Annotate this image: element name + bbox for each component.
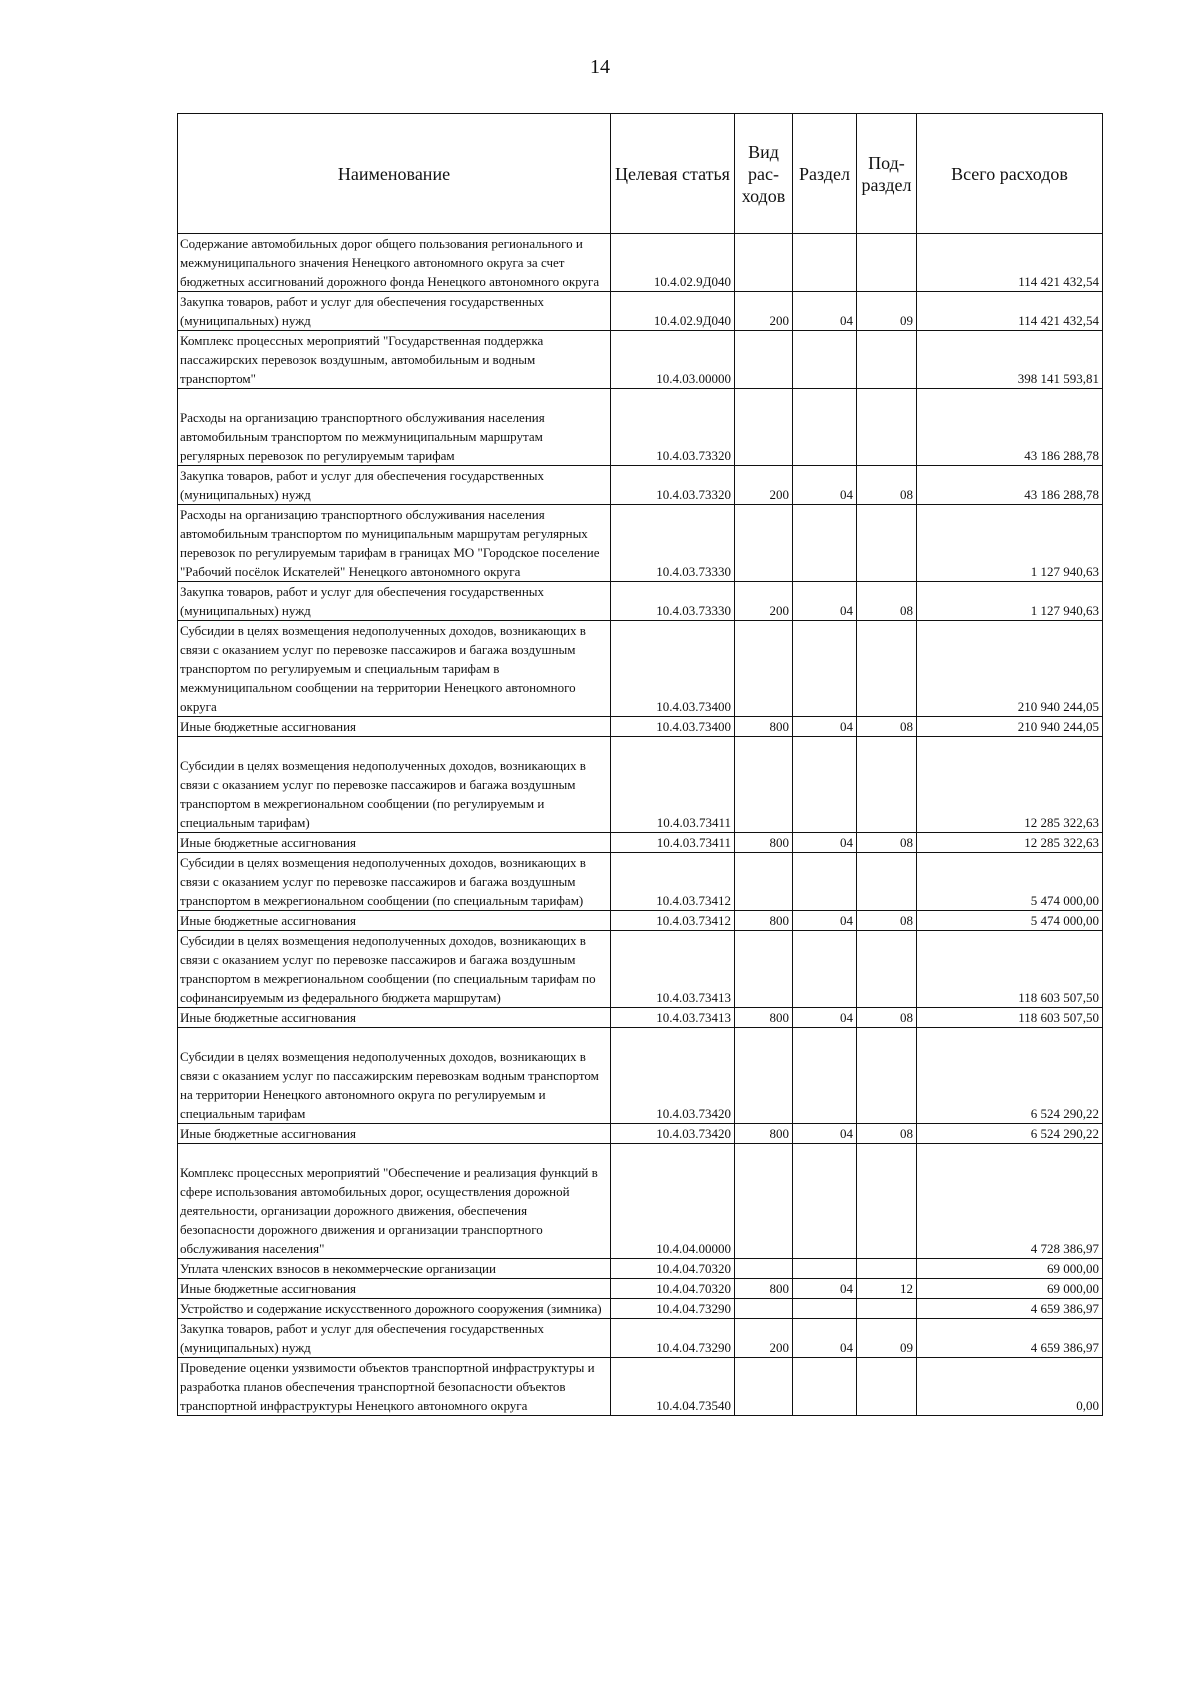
table-row bbox=[178, 1008, 1103, 1028]
table-row bbox=[178, 1259, 1103, 1279]
table-row bbox=[178, 1319, 1103, 1358]
row-expense-type-cell: 800 bbox=[735, 911, 793, 931]
row-expense-type-cell bbox=[735, 331, 793, 389]
row-total-cell: 0,00 bbox=[917, 1358, 1103, 1416]
row-subsection-cell bbox=[857, 737, 917, 833]
row-subsection-cell: 08 bbox=[857, 833, 917, 853]
row-target-article-cell: 10.4.03.73330 bbox=[611, 505, 735, 582]
row-expense-type-cell: 200 bbox=[735, 1319, 793, 1358]
row-expense-type-cell bbox=[735, 931, 793, 1008]
row-name-cell: Иные бюджетные ассигнования bbox=[178, 1124, 611, 1144]
table-row bbox=[178, 582, 1103, 621]
header-expense-type: Вид рас-ходов bbox=[735, 114, 793, 234]
row-subsection-cell bbox=[857, 1028, 917, 1124]
row-target-article-cell: 10.4.03.73412 bbox=[611, 911, 735, 931]
row-section-cell: 04 bbox=[793, 1319, 857, 1358]
row-section-cell bbox=[793, 931, 857, 1008]
row-subsection-cell bbox=[857, 331, 917, 389]
row-name-cell: Иные бюджетные ассигнования bbox=[178, 717, 611, 737]
row-name-cell: Закупка товаров, работ и услуг для обеспечения государственных (муниципальных) нужд bbox=[178, 292, 611, 331]
row-expense-type-cell: 800 bbox=[735, 1124, 793, 1144]
row-expense-type-cell bbox=[735, 1259, 793, 1279]
header-row bbox=[178, 114, 1103, 234]
row-total-cell: 43 186 288,78 bbox=[917, 466, 1103, 505]
row-name-cell: Иные бюджетные ассигнования bbox=[178, 911, 611, 931]
table-row bbox=[178, 505, 1103, 582]
row-section-cell bbox=[793, 853, 857, 911]
table-body bbox=[178, 234, 1103, 1416]
row-expense-type-cell: 200 bbox=[735, 582, 793, 621]
row-subsection-cell bbox=[857, 234, 917, 292]
row-expense-type-cell bbox=[735, 1144, 793, 1259]
row-target-article-cell: 10.4.03.73420 bbox=[611, 1124, 735, 1144]
row-target-article-cell: 10.4.03.73412 bbox=[611, 853, 735, 911]
row-subsection-cell bbox=[857, 389, 917, 466]
row-subsection-cell bbox=[857, 505, 917, 582]
row-name-cell: Иные бюджетные ассигнования bbox=[178, 1008, 611, 1028]
row-name-cell: Субсидии в целях возмещения недополученных доходов, возникающих в связи с оказанием услуг по перевозке пассажиров и багажа воздушным транспортом в межрегиональном сообщении (по специальным тарифам по софинансируемым из федерального бюджета маршрутам) bbox=[178, 931, 611, 1008]
row-total-cell: 4 659 386,97 bbox=[917, 1319, 1103, 1358]
table-row bbox=[178, 1144, 1103, 1259]
row-name-cell: Субсидии в целях возмещения недополученных доходов, возникающих в связи с оказанием услуг по перевозке пассажиров и багажа воздушным транспортом по регулируемым и специальным тарифам в межмуниципальном сообщении на территории Ненецкого автономного округа bbox=[178, 621, 611, 717]
row-total-cell: 1 127 940,63 bbox=[917, 505, 1103, 582]
row-section-cell bbox=[793, 234, 857, 292]
row-expense-type-cell: 800 bbox=[735, 1008, 793, 1028]
header-name: Наименование bbox=[178, 114, 611, 234]
row-subsection-cell bbox=[857, 621, 917, 717]
row-total-cell: 4 659 386,97 bbox=[917, 1299, 1103, 1319]
row-subsection-cell bbox=[857, 1358, 917, 1416]
row-subsection-cell bbox=[857, 853, 917, 911]
row-total-cell: 69 000,00 bbox=[917, 1279, 1103, 1299]
row-subsection-cell: 08 bbox=[857, 1008, 917, 1028]
header-section: Раздел bbox=[793, 114, 857, 234]
row-section-cell bbox=[793, 1144, 857, 1259]
row-section-cell: 04 bbox=[793, 717, 857, 737]
table-row bbox=[178, 331, 1103, 389]
row-section-cell: 04 bbox=[793, 1008, 857, 1028]
row-target-article-cell: 10.4.03.73400 bbox=[611, 621, 735, 717]
table-row bbox=[178, 1124, 1103, 1144]
row-subsection-cell: 08 bbox=[857, 911, 917, 931]
row-name-cell: Устройство и содержание искусственного дорожного сооружения (зимника) bbox=[178, 1299, 611, 1319]
row-subsection-cell: 08 bbox=[857, 466, 917, 505]
row-section-cell bbox=[793, 1299, 857, 1319]
row-name-cell: Расходы на организацию транспортного обслуживания населения автомобильным транспортом по муниципальным маршрутам регулярных перевозок по регулируемым тарифам в границах МО "Городское поселение "Рабочий посёлок Искателей" Ненецкого автономного округа bbox=[178, 505, 611, 582]
row-expense-type-cell: 800 bbox=[735, 717, 793, 737]
row-expense-type-cell: 200 bbox=[735, 292, 793, 331]
row-name-cell: Комплекс процессных мероприятий "Обеспечение и реализация функций в сфере использования автомобильных дорог, осуществления дорожной деятельности, организации дорожного движения, обеспечения безопасности дорожного движения и организации транспортного обслуживания населения" bbox=[178, 1144, 611, 1259]
table-row bbox=[178, 717, 1103, 737]
row-section-cell: 04 bbox=[793, 833, 857, 853]
row-total-cell: 210 940 244,05 bbox=[917, 717, 1103, 737]
row-expense-type-cell: 200 bbox=[735, 466, 793, 505]
row-name-cell: Расходы на организацию транспортного обслуживания населения автомобильным транспортом по межмуниципальным маршрутам регулярных перевозок по регулируемым тарифам bbox=[178, 389, 611, 466]
row-target-article-cell: 10.4.03.73411 bbox=[611, 833, 735, 853]
row-section-cell bbox=[793, 505, 857, 582]
row-name-cell: Проведение оценки уязвимости объектов транспортной инфраструктуры и разработка планов обеспечения транспортной безопасности объектов транспортной инфраструктуры Ненецкого автономного округа bbox=[178, 1358, 611, 1416]
row-subsection-cell bbox=[857, 1259, 917, 1279]
header-total-expenses: Всего расходов bbox=[917, 114, 1103, 234]
row-target-article-cell: 10.4.03.73330 bbox=[611, 582, 735, 621]
row-subsection-cell: 08 bbox=[857, 717, 917, 737]
row-expense-type-cell bbox=[735, 234, 793, 292]
budget-table bbox=[177, 113, 1103, 1416]
table-row bbox=[178, 621, 1103, 717]
row-target-article-cell: 10.4.03.73411 bbox=[611, 737, 735, 833]
row-name-cell: Комплекс процессных мероприятий "Государственная поддержка пассажирских перевозок воздушным, автомобильным и водным транспортом" bbox=[178, 331, 611, 389]
row-section-cell: 04 bbox=[793, 911, 857, 931]
row-target-article-cell: 10.4.04.00000 bbox=[611, 1144, 735, 1259]
row-expense-type-cell bbox=[735, 1028, 793, 1124]
table-row bbox=[178, 911, 1103, 931]
row-name-cell: Закупка товаров, работ и услуг для обеспечения государственных (муниципальных) нужд bbox=[178, 1319, 611, 1358]
row-target-article-cell: 10.4.04.73290 bbox=[611, 1319, 735, 1358]
row-name-cell: Субсидии в целях возмещения недополученных доходов, возникающих в связи с оказанием услуг по перевозке пассажиров и багажа воздушным транспортом в межрегиональном сообщении (по специальным тарифам) bbox=[178, 853, 611, 911]
row-expense-type-cell bbox=[735, 1299, 793, 1319]
row-section-cell bbox=[793, 1358, 857, 1416]
row-total-cell: 398 141 593,81 bbox=[917, 331, 1103, 389]
row-section-cell: 04 bbox=[793, 1279, 857, 1299]
row-expense-type-cell bbox=[735, 853, 793, 911]
row-expense-type-cell: 800 bbox=[735, 1279, 793, 1299]
row-expense-type-cell bbox=[735, 1358, 793, 1416]
header-subsection: Под-раздел bbox=[857, 114, 917, 234]
row-name-cell: Субсидии в целях возмещения недополученных доходов, возникающих в связи с оказанием услуг по перевозке пассажиров и багажа воздушным транспортом в межрегиональном сообщении (по регулируемым и специальным тарифам) bbox=[178, 737, 611, 833]
row-target-article-cell: 10.4.03.73420 bbox=[611, 1028, 735, 1124]
row-target-article-cell: 10.4.04.73290 bbox=[611, 1299, 735, 1319]
table-row bbox=[178, 1279, 1103, 1299]
table-row bbox=[178, 234, 1103, 292]
row-target-article-cell: 10.4.03.73413 bbox=[611, 931, 735, 1008]
table-row bbox=[178, 833, 1103, 853]
row-subsection-cell: 09 bbox=[857, 1319, 917, 1358]
table-row bbox=[178, 1028, 1103, 1124]
row-expense-type-cell bbox=[735, 505, 793, 582]
row-name-cell: Иные бюджетные ассигнования bbox=[178, 1279, 611, 1299]
row-total-cell: 114 421 432,54 bbox=[917, 234, 1103, 292]
row-target-article-cell: 10.4.03.00000 bbox=[611, 331, 735, 389]
table-row bbox=[178, 931, 1103, 1008]
row-subsection-cell: 12 bbox=[857, 1279, 917, 1299]
table-row bbox=[178, 389, 1103, 466]
row-total-cell: 118 603 507,50 bbox=[917, 1008, 1103, 1028]
row-target-article-cell: 10.4.04.70320 bbox=[611, 1259, 735, 1279]
header-target-article: Целевая статья bbox=[611, 114, 735, 234]
row-section-cell bbox=[793, 389, 857, 466]
row-total-cell: 114 421 432,54 bbox=[917, 292, 1103, 331]
row-total-cell: 6 524 290,22 bbox=[917, 1124, 1103, 1144]
row-section-cell bbox=[793, 1028, 857, 1124]
row-name-cell: Содержание автомобильных дорог общего пользования регионального и межмуниципального значения Ненецкого автономного округа за счет бюджетных ассигнований дорожного фонда Ненецкого автономного округа bbox=[178, 234, 611, 292]
row-section-cell bbox=[793, 1259, 857, 1279]
row-target-article-cell: 10.4.03.73413 bbox=[611, 1008, 735, 1028]
row-section-cell: 04 bbox=[793, 466, 857, 505]
row-target-article-cell: 10.4.04.73540 bbox=[611, 1358, 735, 1416]
row-name-cell: Субсидии в целях возмещения недополученных доходов, возникающих в связи с оказанием услуг по пассажирским перевозкам водным транспортом на территории Ненецкого автономного округа по регулируемым и специальным тарифам bbox=[178, 1028, 611, 1124]
row-total-cell: 12 285 322,63 bbox=[917, 737, 1103, 833]
row-target-article-cell: 10.4.04.70320 bbox=[611, 1279, 735, 1299]
row-section-cell bbox=[793, 737, 857, 833]
row-total-cell: 43 186 288,78 bbox=[917, 389, 1103, 466]
table-row bbox=[178, 1299, 1103, 1319]
row-total-cell: 5 474 000,00 bbox=[917, 911, 1103, 931]
row-target-article-cell: 10.4.02.9Д040 bbox=[611, 234, 735, 292]
row-name-cell: Закупка товаров, работ и услуг для обеспечения государственных (муниципальных) нужд bbox=[178, 466, 611, 505]
row-target-article-cell: 10.4.03.73320 bbox=[611, 389, 735, 466]
row-total-cell: 1 127 940,63 bbox=[917, 582, 1103, 621]
table-row bbox=[178, 1358, 1103, 1416]
row-name-cell: Закупка товаров, работ и услуг для обеспечения государственных (муниципальных) нужд bbox=[178, 582, 611, 621]
page-number: 14 bbox=[590, 56, 610, 78]
row-expense-type-cell: 800 bbox=[735, 833, 793, 853]
row-subsection-cell: 08 bbox=[857, 1124, 917, 1144]
row-expense-type-cell bbox=[735, 737, 793, 833]
row-name-cell: Уплата членских взносов в некоммерческие организации bbox=[178, 1259, 611, 1279]
row-total-cell: 5 474 000,00 bbox=[917, 853, 1103, 911]
row-subsection-cell: 09 bbox=[857, 292, 917, 331]
row-total-cell: 118 603 507,50 bbox=[917, 931, 1103, 1008]
table-row bbox=[178, 292, 1103, 331]
row-name-cell: Иные бюджетные ассигнования bbox=[178, 833, 611, 853]
table-row bbox=[178, 853, 1103, 911]
row-expense-type-cell bbox=[735, 621, 793, 717]
row-subsection-cell bbox=[857, 931, 917, 1008]
row-section-cell: 04 bbox=[793, 292, 857, 331]
row-total-cell: 69 000,00 bbox=[917, 1259, 1103, 1279]
row-subsection-cell bbox=[857, 1299, 917, 1319]
row-target-article-cell: 10.4.02.9Д040 bbox=[611, 292, 735, 331]
row-section-cell: 04 bbox=[793, 1124, 857, 1144]
row-section-cell: 04 bbox=[793, 582, 857, 621]
table-header bbox=[178, 114, 1103, 234]
row-total-cell: 12 285 322,63 bbox=[917, 833, 1103, 853]
row-target-article-cell: 10.4.03.73400 bbox=[611, 717, 735, 737]
row-total-cell: 210 940 244,05 bbox=[917, 621, 1103, 717]
row-section-cell bbox=[793, 621, 857, 717]
row-expense-type-cell bbox=[735, 389, 793, 466]
row-subsection-cell bbox=[857, 1144, 917, 1259]
row-subsection-cell: 08 bbox=[857, 582, 917, 621]
row-total-cell: 4 728 386,97 bbox=[917, 1144, 1103, 1259]
row-section-cell bbox=[793, 331, 857, 389]
table-row bbox=[178, 466, 1103, 505]
row-target-article-cell: 10.4.03.73320 bbox=[611, 466, 735, 505]
table-row bbox=[178, 737, 1103, 833]
row-total-cell: 6 524 290,22 bbox=[917, 1028, 1103, 1124]
